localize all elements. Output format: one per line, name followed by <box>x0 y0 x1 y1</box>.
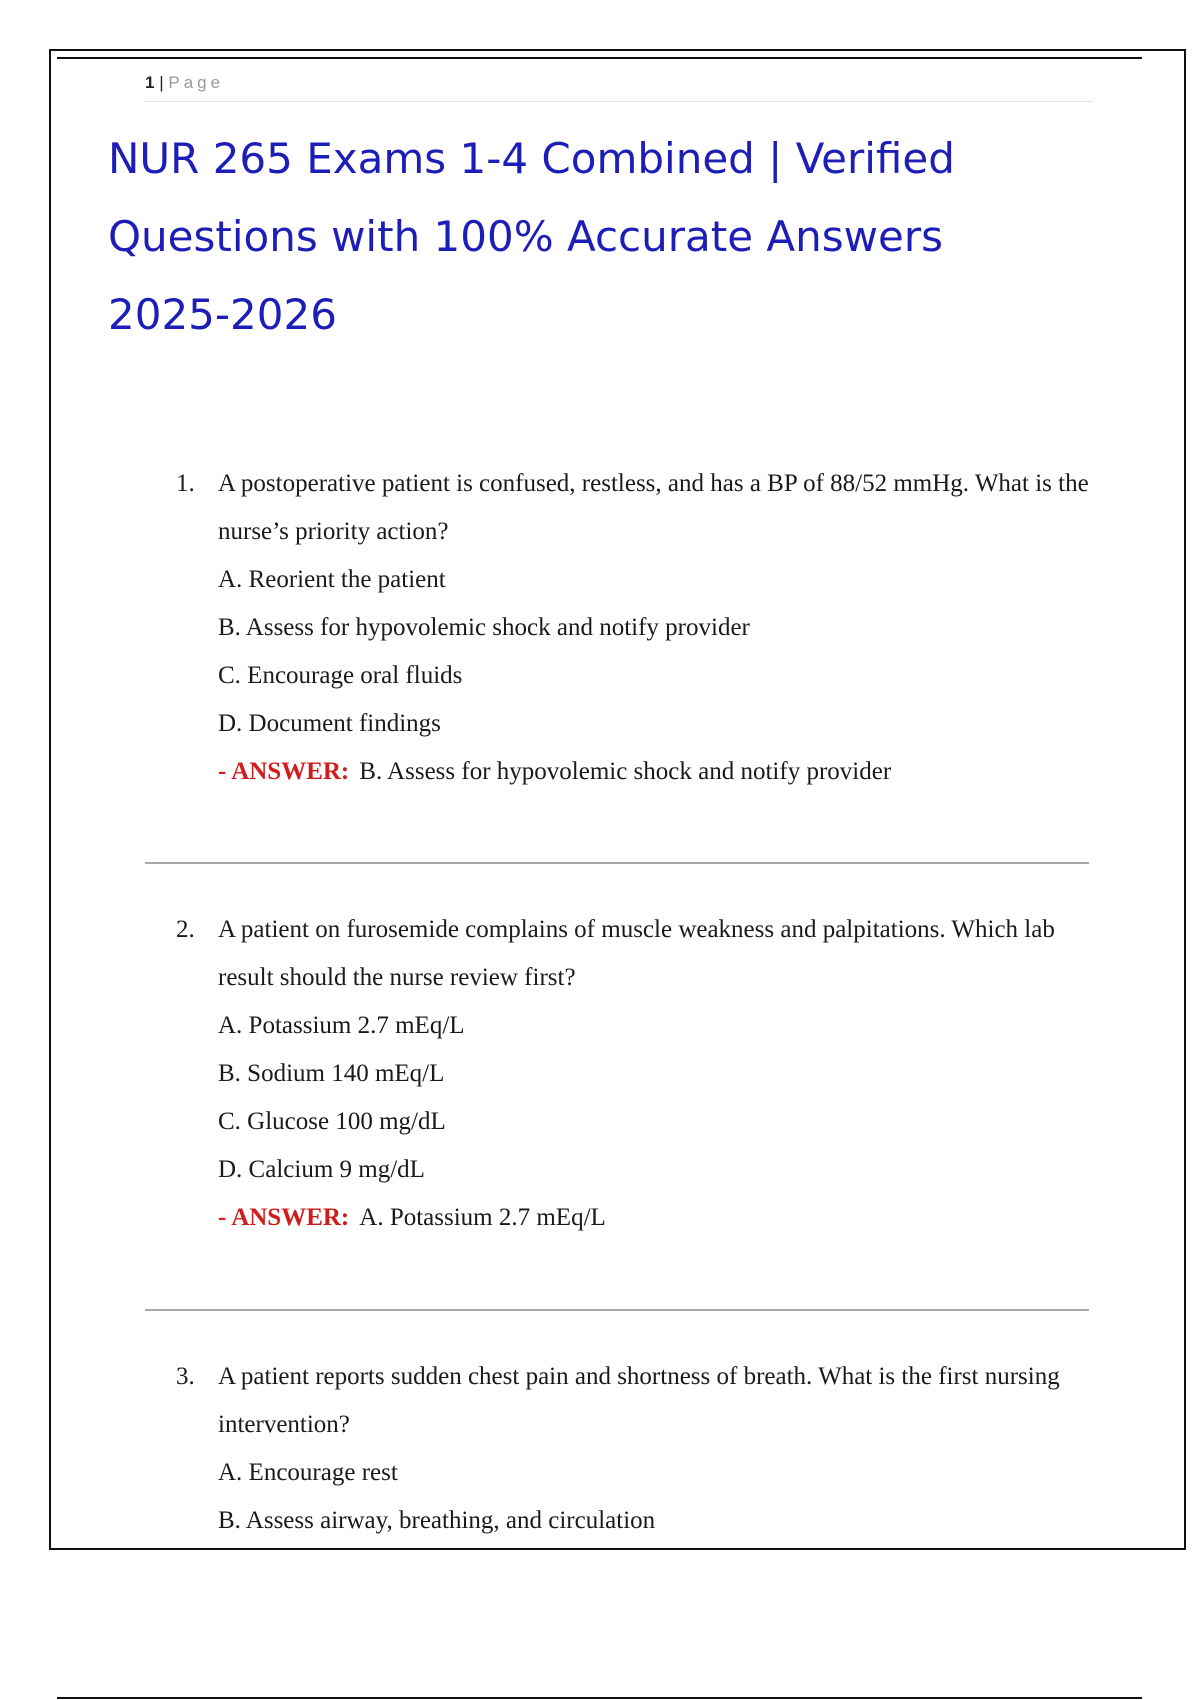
option-list <box>218 1002 1096 1194</box>
answer-text: B. Assess for hypovolemic shock and notify provider <box>359 758 892 785</box>
option-b: B. Assess for hypovolemic shock and notify provider <box>218 614 750 641</box>
question-3 <box>176 1353 1096 1545</box>
frame-top-rule <box>57 57 1142 59</box>
question-divider <box>145 1309 1089 1311</box>
option-a: A. Encourage rest <box>218 1459 398 1486</box>
answer-line <box>218 1194 1096 1242</box>
page-separator: | <box>159 73 164 92</box>
question-stem <box>176 1353 1096 1449</box>
page-word: Page <box>168 73 225 92</box>
question-number: 3. <box>176 1363 195 1390</box>
option-d: D. Document findings <box>218 710 441 737</box>
answer-line <box>218 748 1096 796</box>
next-page-top-rule <box>57 1697 1142 1699</box>
page-number: 1 <box>145 73 155 92</box>
question-number: 1. <box>176 470 195 497</box>
option-a: A. Potassium 2.7 mEq/L <box>218 1012 465 1039</box>
question-1 <box>176 460 1096 796</box>
option-c: C. Glucose 100 mg/dL <box>218 1108 446 1135</box>
question-text: A postoperative patient is confused, restless, and has a BP of 88/52 mmHg. What is the nurse’s priority action? <box>218 470 1089 545</box>
question-text: A patient reports sudden chest pain and shortness of breath. What is the first nursing intervention? <box>218 1363 1060 1438</box>
option-b: B. Assess airway, breathing, and circulation <box>218 1507 656 1534</box>
option-list <box>218 1449 1096 1545</box>
question-divider <box>145 862 1089 864</box>
document-title: NUR 265 Exams 1-4 Combined | Verified Questions with 100% Accurate Answers 2025-2026 <box>108 134 955 339</box>
answer-label: - ANSWER: <box>218 758 350 785</box>
question-text: A patient on furosemide complains of muscle weakness and palpitations. Which lab result should the nurse review first? <box>218 916 1055 991</box>
option-list <box>218 556 1096 748</box>
page-label <box>145 73 224 93</box>
question-2 <box>176 906 1096 1242</box>
question-stem <box>176 460 1096 556</box>
option-d: D. Calcium 9 mg/dL <box>218 1156 425 1183</box>
question-number: 2. <box>176 916 195 943</box>
answer-text: A. Potassium 2.7 mEq/L <box>359 1204 606 1231</box>
option-a: A. Reorient the patient <box>218 566 446 593</box>
option-b: B. Sodium 140 mEq/L <box>218 1060 445 1087</box>
header-rule <box>145 101 1093 102</box>
option-c: C. Encourage oral fluids <box>218 662 463 689</box>
question-stem <box>176 906 1096 1002</box>
answer-label: - ANSWER: <box>218 1204 350 1231</box>
